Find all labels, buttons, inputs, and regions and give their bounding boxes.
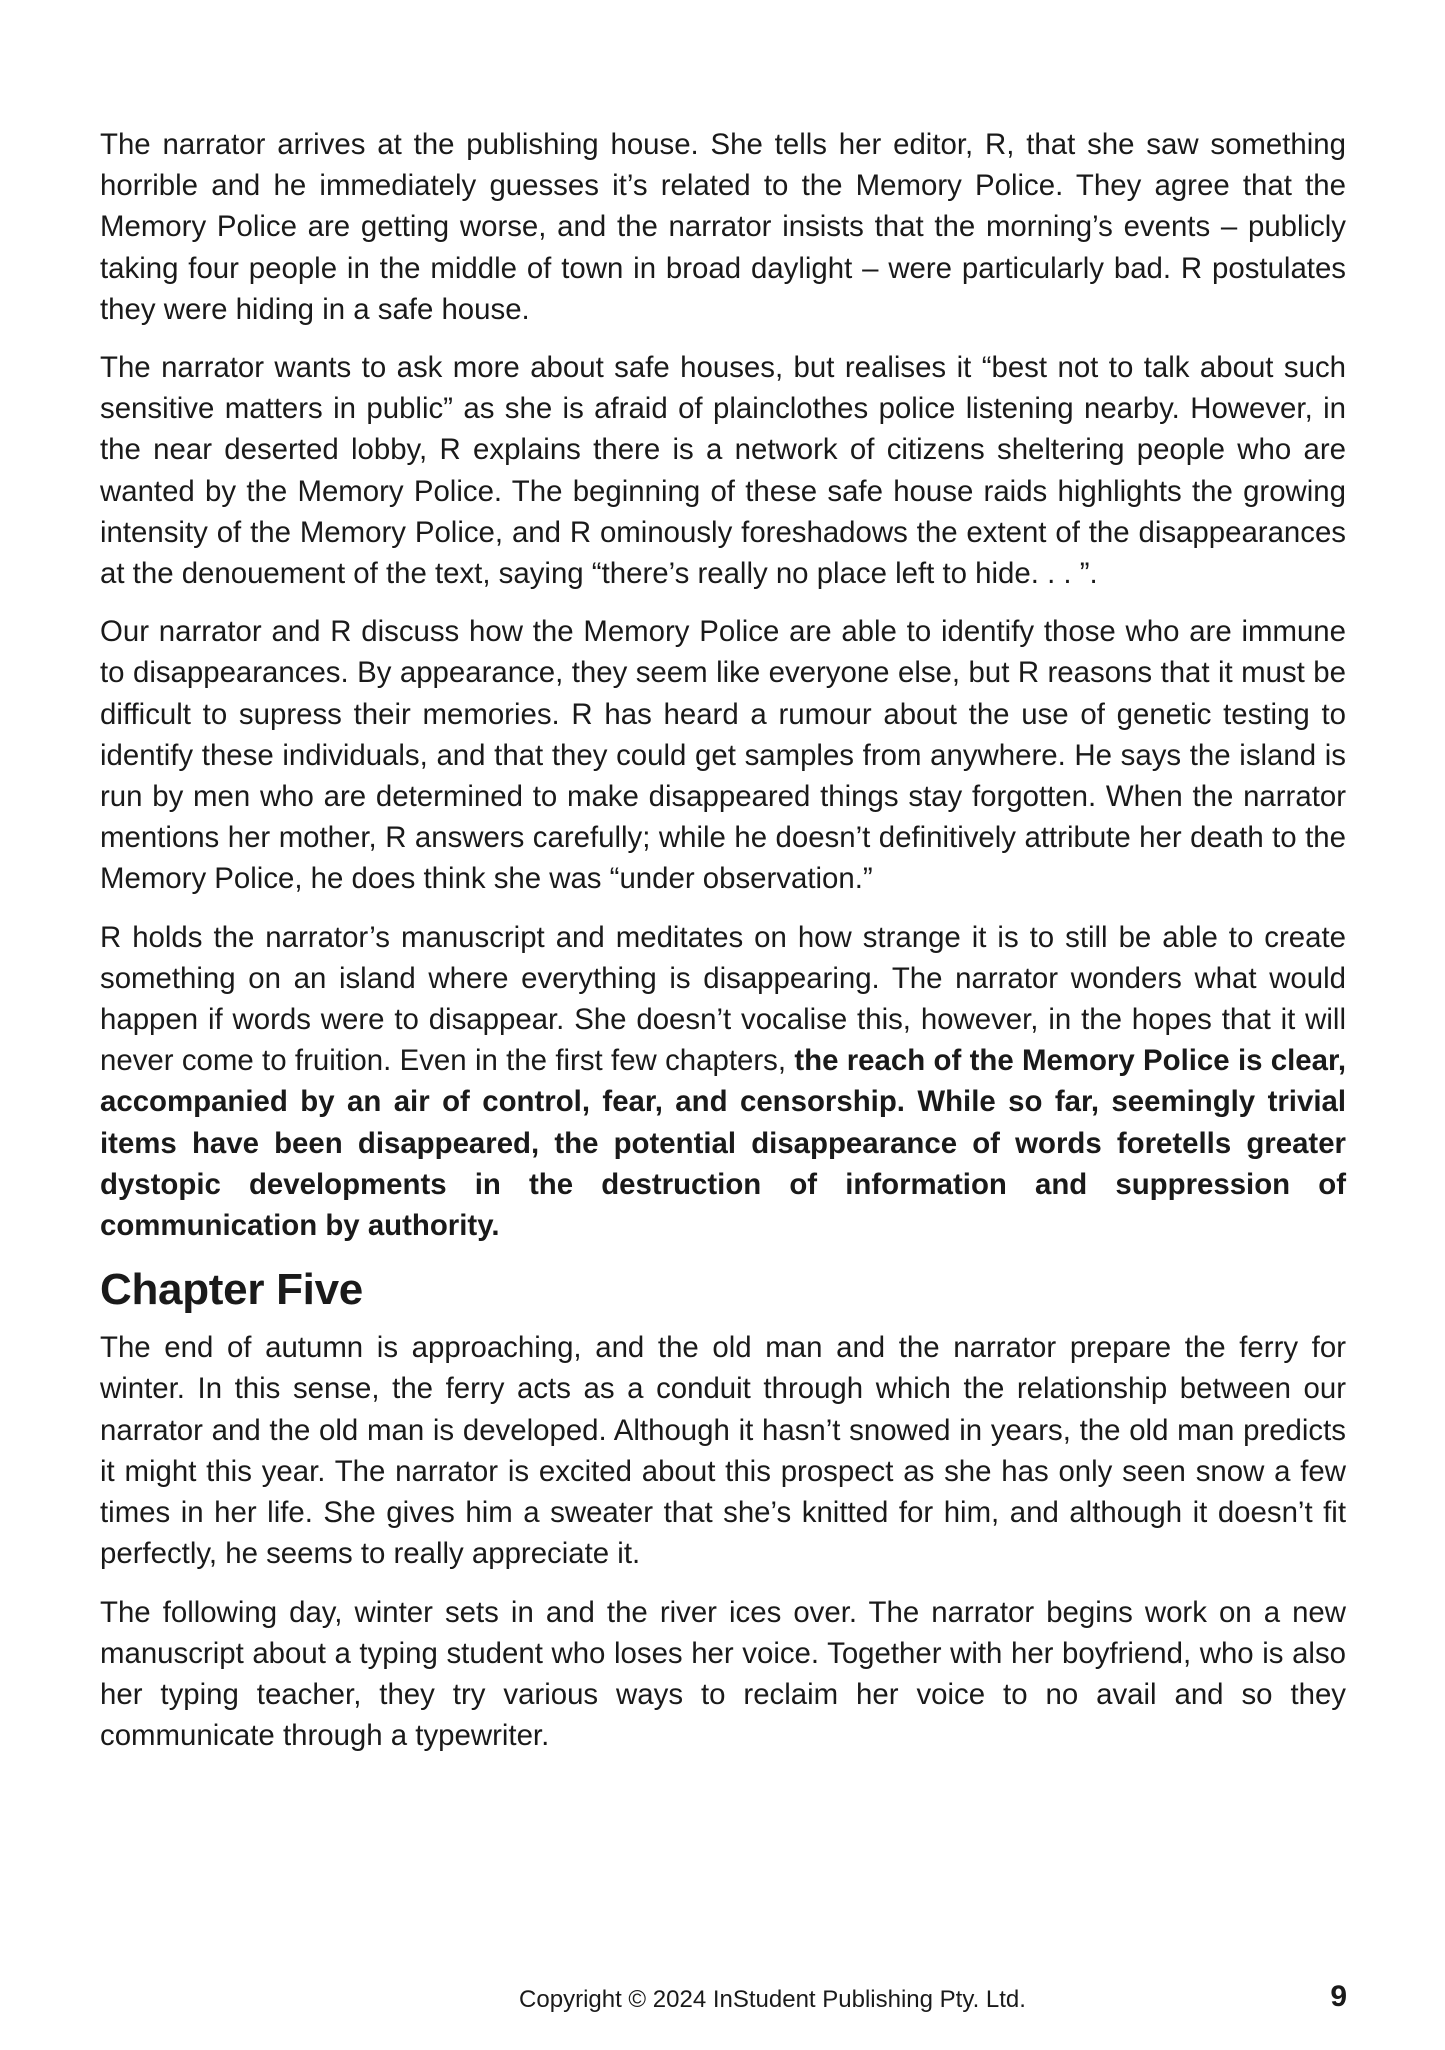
section-before	[100, 124, 1346, 1246]
paragraph	[100, 347, 1346, 594]
paragraph	[100, 917, 1346, 1247]
text-segment: Our narrator and R discuss how the Memory Police are able to identify those who are immune to disappearances. By appearance, they seem like everyone else, but R reasons that it must be difficult to supress their memories. R has heard a rumour about the use of genetic testing to identify these individuals, and that they could get samples from anywhere. He says the island is run by men who are determined to make disappeared things stay forgotten. When the narrator mentions her mother, R answers carefully; while he doesn’t definitively attribute her death to the Memory Police, he does think she was “under observation.”	[100, 615, 1346, 896]
chapter-heading: Chapter Five	[100, 1265, 363, 1315]
text-segment: The narrator wants to ask more about safe houses, but realises it “best not to talk about such sensitive matters in public” as she is afraid of plainclothes police listening nearby. However, in the near deserted lobby, R explains there is a network of citizens sheltering people who are wanted by the Memory Police. The beginning of these safe house raids highlights the growing intensity of the Memory Police, and R ominously foreshadows the extent of the disappearances at the denouement of the text, saying “there’s really no place left to hide. . . ”.	[100, 351, 1346, 591]
page-footer	[0, 1980, 1445, 2020]
copyright-notice: Copyright © 2024 InStudent Publishing Pty. Ltd.	[519, 1986, 1026, 2013]
paragraph	[100, 611, 1346, 899]
section-after	[100, 1327, 1346, 1756]
bold-text-segment: the reach of the Memory Police is clear, accompanied by an air of control, fear, and censorship. While so far, seemingly trivial items have been disappeared, the potential disappearance of words foretells greater dystopic developments in the destruction of information and suppression of communication by authority.	[100, 1044, 1346, 1243]
page-number: 9	[1330, 1980, 1347, 2013]
paragraph	[100, 124, 1346, 330]
page-content	[100, 124, 1346, 1773]
text-segment: R holds the narrator’s manuscript and meditates on how strange it is to still be able to create something on an island where everything is disappearing. The narrator wonders what would happen if words were to disappear. She doesn’t vocalise this, however, in the hopes that it will never come to fruition. Even in the first few chapters,	[100, 920, 1346, 1078]
paragraph	[100, 1592, 1346, 1757]
paragraph	[100, 1327, 1346, 1574]
text-segment: The following day, winter sets in and the river ices over. The narrator begins work on a new manuscript about a typing student who loses her voice. Together with her boyfriend, who is also her typing teacher, they try various ways to reclaim her voice to no avail and so they communicate through a typewriter.	[100, 1595, 1346, 1753]
text-segment: The narrator arrives at the publishing house. She tells her editor, R, that she saw something horrible and he immediately guesses it’s related to the Memory Police. They agree that the Memory Police are getting worse, and the narrator insists that the morning’s events – publicly taking four people in the middle of town in broad daylight – were particularly bad. R postulates they were hiding in a safe house.	[100, 128, 1346, 326]
text-segment: The end of autumn is approaching, and the old man and the narrator prepare the ferry for winter. In this sense, the ferry acts as a conduit through which the relationship between our narrator and the old man is developed. Although it hasn’t snowed in years, the old man predicts it might this year. The narrator is excited about this prospect as she has only seen snow a few times in her life. She gives him a sweater that she’s knitted for him, and although it doesn’t fit perfectly, he seems to really appreciate it.	[100, 1331, 1346, 1571]
